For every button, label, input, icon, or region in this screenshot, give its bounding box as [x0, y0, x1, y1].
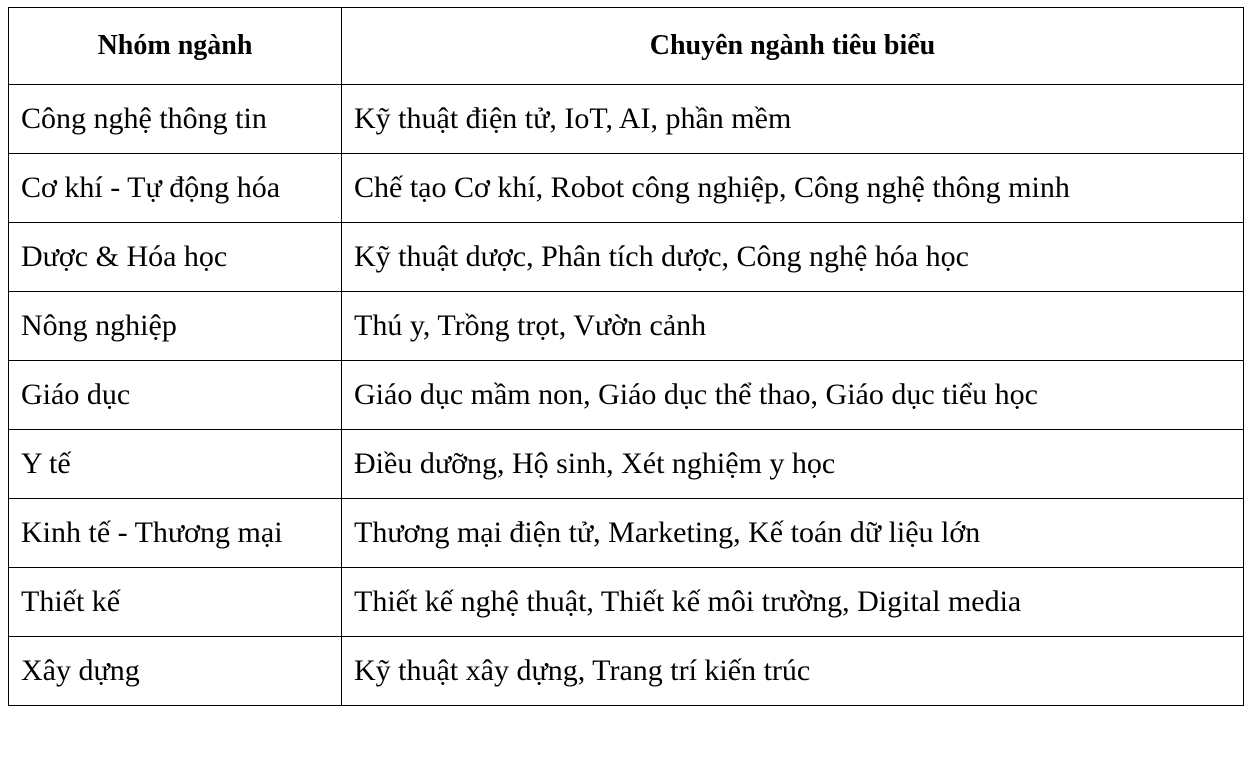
- table-row: [9, 499, 1244, 568]
- header-row: [9, 8, 1244, 85]
- majors-table: [8, 7, 1244, 706]
- industry-group-cell: Xây dựng: [9, 637, 342, 706]
- industry-group-cell: Công nghệ thông tin: [9, 85, 342, 154]
- table-row: [9, 361, 1244, 430]
- majors-cell: Giáo dục mầm non, Giáo dục thể thao, Giáo dục tiểu học: [342, 361, 1244, 430]
- majors-cell: Kỹ thuật điện tử, IoT, AI, phần mềm: [342, 85, 1244, 154]
- industry-group-cell: Dược & Hóa học: [9, 223, 342, 292]
- majors-cell: Thương mại điện tử, Marketing, Kế toán dữ liệu lớn: [342, 499, 1244, 568]
- header-typical-majors: Chuyên ngành tiêu biểu: [342, 8, 1244, 85]
- industry-group-cell: Giáo dục: [9, 361, 342, 430]
- majors-cell: Kỹ thuật xây dựng, Trang trí kiến trúc: [342, 637, 1244, 706]
- industry-group-cell: Cơ khí - Tự động hóa: [9, 154, 342, 223]
- majors-cell: Điều dưỡng, Hộ sinh, Xét nghiệm y học: [342, 430, 1244, 499]
- header-industry-group: Nhóm ngành: [9, 8, 342, 85]
- table-row: [9, 223, 1244, 292]
- industry-group-cell: Kinh tế - Thương mại: [9, 499, 342, 568]
- table-row: [9, 568, 1244, 637]
- industry-group-cell: Y tế: [9, 430, 342, 499]
- industry-group-cell: Nông nghiệp: [9, 292, 342, 361]
- table-row: [9, 637, 1244, 706]
- table-row: [9, 430, 1244, 499]
- majors-cell: Kỹ thuật dược, Phân tích dược, Công nghệ hóa học: [342, 223, 1244, 292]
- majors-cell: Thú y, Trồng trọt, Vườn cảnh: [342, 292, 1244, 361]
- majors-cell: Thiết kế nghệ thuật, Thiết kế môi trường, Digital media: [342, 568, 1244, 637]
- majors-table-container: [8, 7, 1244, 706]
- industry-group-cell: Thiết kế: [9, 568, 342, 637]
- table-row: [9, 292, 1244, 361]
- majors-cell: Chế tạo Cơ khí, Robot công nghiệp, Công nghệ thông minh: [342, 154, 1244, 223]
- table-row: [9, 154, 1244, 223]
- table-row: [9, 85, 1244, 154]
